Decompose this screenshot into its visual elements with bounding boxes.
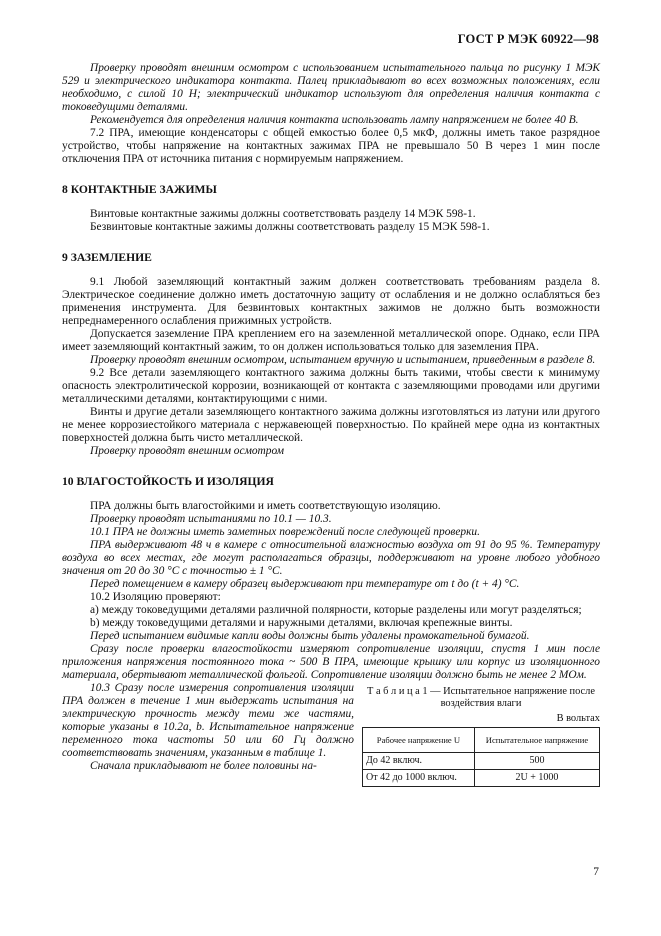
page-number: 7: [593, 866, 599, 878]
paragraph: а) между токоведущими деталями различной полярности, которые разделены или могут разделяться;: [90, 604, 582, 616]
table-row: [363, 770, 600, 787]
table-1: [362, 686, 600, 787]
paragraph: Допускается заземление ПРА креплением его на заземленной металлической опоре. Однако, если ПРА имеет заземляющий контактный зажим, то он должен использоваться только для заземления ПРА.: [62, 328, 600, 353]
section-heading-8: 8 КОНТАКТНЫЕ ЗАЖИМЫ: [62, 183, 217, 196]
paragraph: Безвинтовые контактные зажимы должны соответствовать разделу 15 МЭК 598-1.: [90, 221, 490, 233]
page-content: [62, 62, 600, 783]
table-cell: 2U + 1000: [474, 770, 599, 787]
paragraph: 10.2 Изоляцию проверяют:: [90, 591, 221, 603]
page-header: ГОСТ Р МЭК 60922—98: [457, 32, 599, 46]
table-cell: От 42 до 1000 включ.: [363, 770, 475, 787]
paragraph: Проверку проводят испытаниями по 10.1 — 10.3.: [90, 513, 332, 525]
table-cell: До 42 включ.: [363, 753, 475, 770]
paragraph: Проверку проводят внешним осмотром: [90, 445, 284, 457]
two-column-block: [62, 682, 600, 783]
paragraph: ПРА выдерживают 48 ч в камере с относительной влажностью воздуха от 91 до 95 %. Температуру воздуха во всех местах, где могут располагаться образцы, поддерживают на уровне любого удобного значения от 20 до 30 °С с точностью ± 1 °С.: [62, 539, 600, 577]
table-header-row: [363, 728, 600, 753]
paragraph: 9.2 Все детали заземляющего контактного зажима должны быть такими, чтобы свести к минимуму опасность электролитической коррозии, возникающей от контакта с заземляющими проводами или другими металлическими деталями, контактирующими с ними.: [62, 367, 600, 405]
table-unit: В вольтах: [556, 713, 600, 724]
paragraph: Сначала прикладывают не более половины на-: [90, 760, 317, 772]
paragraph: 10.3 Сразу после измерения сопротивления изоляции ПРА должен в течение 1 мин выдержать испытания на электрическую прочность между теми же частями, которые указаны в 10.2а, b. Испытательное напряжение переменного тока частоты 50 или 60 Гц должно соответствовать значениям, указанным в таблице 1.: [62, 682, 354, 759]
paragraph: Сразу после проверки влагостойкости измеряют сопротивление изоляции, спустя 1 мин после приложения напряжения постоянного тока ~ 500 В ПРА, имеющие крышку или корпус из изоляционного материала, обертывают металлической фольгой. Сопротивление изоляции должно быть не менее 2 МОм.: [62, 643, 600, 681]
paragraph: Рекомендуется для определения наличия контакта использовать лампу напряжением не более 40 В.: [90, 114, 579, 126]
paragraph: 7.2 ПРА, имеющие конденсаторы с общей емкостью более 0,5 мкФ, должны иметь такое разрядное устройство, чтобы напряжение на контактных зажимах ПРА не превышало 50 В через 1 мин после отключения ПРА от источника питания с нормируемым напряжением.: [62, 127, 600, 165]
table-row: [363, 753, 600, 770]
paragraph: 10.1 ПРА не должны иметь заметных повреждений после следующей проверки.: [90, 526, 480, 538]
section-heading-10: 10 ВЛАГОСТОЙКОСТЬ И ИЗОЛЯЦИЯ: [62, 475, 274, 488]
table-caption: Т а б л и ц а 1 — Испытательное напряжение после воздействия влаги: [367, 686, 595, 709]
table-header-cell: Рабочее напряжение U: [363, 728, 475, 753]
table-cell: 500: [474, 753, 599, 770]
paragraph: 9.1 Любой заземляющий контактный зажим должен соответствовать требованиям раздела 8. Электрическое соединение должно иметь достаточную защиту от ослабления и не должно ослабляться без применения инструмента. Для безвинтовых контактных зажимов не должно быть возможности непреднамеренного ослабления прижимных устройств.: [62, 276, 600, 327]
voltage-table: [362, 727, 600, 787]
table-header-cell: Испытательное напряжение: [474, 728, 599, 753]
paragraph: ПРА должны быть влагостойкими и иметь соответствующую изоляцию.: [90, 500, 441, 512]
left-column: [62, 682, 354, 773]
section-heading-9: 9 ЗАЗЕМЛЕНИЕ: [62, 251, 152, 264]
paragraph: Перед помещением в камеру образец выдерживают при температуре от t до (t + 4) °С.: [90, 578, 520, 590]
paragraph: Проверку проводят внешним осмотром, испытанием вручную и испытанием, приведенным в разделе 8.: [90, 354, 596, 366]
paragraph: Винты и другие детали заземляющего контактного зажима должны изготовляться из латуни или другого не менее коррозиестойкого материала с нержавеющей поверхностью. По крайней мере одна из контактных поверхностей должна быть чисто металлической.: [62, 406, 600, 444]
paragraph: b) между токоведущими деталями и наружными деталями, включая крепежные винты.: [90, 617, 513, 629]
paragraph: Винтовые контактные зажимы должны соответствовать разделу 14 МЭК 598-1.: [90, 208, 476, 220]
paragraph: Проверку проводят внешним осмотром с использованием испытательного пальца по рисунку 1 МЭК 529 и электрического индикатора контакта. Палец прикладывают во всех возможных положениях, если необходимо, с силой 10 Н; электрический индикатор используют для определения наличия контакта с токоведущими деталями.: [62, 62, 600, 113]
paragraph: Перед испытанием видимые капли воды должны быть удалены промокательной бумагой.: [90, 630, 530, 642]
